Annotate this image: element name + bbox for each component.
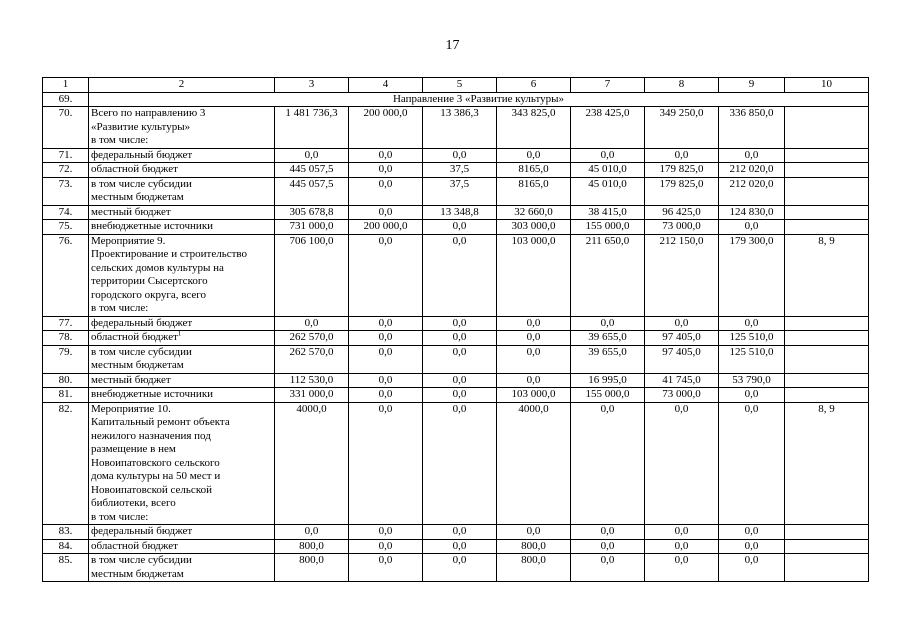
value-cell: 731 000,0 <box>275 220 349 235</box>
value-cell: 0,0 <box>423 539 497 554</box>
row-description <box>89 148 275 163</box>
description-line: в том числе: <box>91 302 149 314</box>
description-line: городского округа, всего <box>91 288 207 301</box>
description-line: областной бюджет <box>91 163 178 175</box>
value-cell: 331 000,0 <box>275 388 349 403</box>
value-cell: 125 510,0 <box>719 345 785 373</box>
row-description <box>89 539 275 554</box>
value-cell: 238 425,0 <box>571 107 645 149</box>
description-line: федеральный бюджет <box>91 316 193 329</box>
row-description <box>89 345 275 373</box>
row-description <box>89 331 275 346</box>
description-line: местный бюджет <box>91 373 171 386</box>
value-cell: 38 415,0 <box>571 205 645 220</box>
description-line: нежилого назначения под <box>91 429 211 442</box>
value-cell: 212 150,0 <box>645 234 719 316</box>
value-cell: 0,0 <box>645 525 719 540</box>
description-line: Капитальный ремонт объекта <box>91 416 230 428</box>
description-line: местный бюджет <box>91 205 171 218</box>
value-cell: 343 825,0 <box>497 107 571 149</box>
value-cell: 800,0 <box>497 554 571 582</box>
table-row <box>43 316 869 331</box>
value-cell: 103 000,0 <box>497 234 571 316</box>
value-cell: 0,0 <box>349 331 423 346</box>
value-cell: 0,0 <box>571 539 645 554</box>
value-cell: 37,5 <box>423 163 497 178</box>
description-line: областной бюджет <box>91 539 178 552</box>
value-cell: 112 530,0 <box>275 373 349 388</box>
target-indicators <box>785 539 869 554</box>
value-cell: 0,0 <box>645 316 719 331</box>
description-line: библиотеки, всего <box>91 497 176 509</box>
value-cell: 800,0 <box>497 539 571 554</box>
target-indicators <box>785 107 869 149</box>
row-number: 70. <box>43 107 89 149</box>
value-cell: 0,0 <box>719 402 785 525</box>
description-line: размещение в нем <box>91 443 176 455</box>
row-number: 75. <box>43 220 89 235</box>
column-header-5: 5 <box>423 78 497 93</box>
table-row <box>43 373 869 388</box>
value-cell: 0,0 <box>571 525 645 540</box>
row-number: 85. <box>43 554 89 582</box>
table-row <box>43 205 869 220</box>
value-cell: 445 057,5 <box>275 163 349 178</box>
description-line: федеральный бюджет <box>91 148 193 161</box>
value-cell: 0,0 <box>423 345 497 373</box>
value-cell: 0,0 <box>349 345 423 373</box>
value-cell: 0,0 <box>349 554 423 582</box>
description-line: внебюджетные источники <box>91 388 214 400</box>
value-cell: 32 660,0 <box>497 205 571 220</box>
column-header-1: 1 <box>43 78 89 93</box>
value-cell: 0,0 <box>423 373 497 388</box>
table-row <box>43 539 869 554</box>
value-cell: 0,0 <box>423 234 497 316</box>
table-row <box>43 148 869 163</box>
table-row <box>43 163 869 178</box>
value-cell: 0,0 <box>645 148 719 163</box>
value-cell: 303 000,0 <box>497 220 571 235</box>
value-cell: 4000,0 <box>275 402 349 525</box>
value-cell: 0,0 <box>423 554 497 582</box>
description-line: местным бюджетам <box>91 567 184 580</box>
value-cell: 0,0 <box>497 525 571 540</box>
description-line: в том числе: <box>91 510 149 523</box>
column-header-2: 2 <box>89 78 275 93</box>
row-number: 83. <box>43 525 89 540</box>
table-row <box>43 331 869 346</box>
value-cell: 0,0 <box>349 148 423 163</box>
value-cell: 97 405,0 <box>645 345 719 373</box>
table-row <box>43 220 869 235</box>
value-cell: 305 678,8 <box>275 205 349 220</box>
column-header-7: 7 <box>571 78 645 93</box>
description-line: в том числе: <box>91 134 149 146</box>
row-description <box>89 220 275 235</box>
table-row <box>43 345 869 373</box>
value-cell: 800,0 <box>275 539 349 554</box>
row-number: 82. <box>43 402 89 525</box>
value-cell: 0,0 <box>497 148 571 163</box>
value-cell: 13 386,3 <box>423 107 497 149</box>
value-cell: 0,0 <box>497 345 571 373</box>
value-cell: 155 000,0 <box>571 388 645 403</box>
section-row <box>43 92 869 107</box>
table-row <box>43 107 869 149</box>
value-cell: 349 250,0 <box>645 107 719 149</box>
budget-table <box>42 77 869 582</box>
page-number: 17 <box>445 38 460 53</box>
value-cell: 262 570,0 <box>275 331 349 346</box>
value-cell: 0,0 <box>275 525 349 540</box>
table-row <box>43 177 869 205</box>
value-cell: 13 348,8 <box>423 205 497 220</box>
table-row <box>43 554 869 582</box>
value-cell: 0,0 <box>423 220 497 235</box>
value-cell: 179 825,0 <box>645 163 719 178</box>
description-line: внебюджетные источники <box>91 220 214 232</box>
value-cell: 8165,0 <box>497 163 571 178</box>
row-number: 74. <box>43 205 89 220</box>
description-line: в том числе субсидии <box>91 554 192 566</box>
value-cell: 39 655,0 <box>571 331 645 346</box>
value-cell: 445 057,5 <box>275 177 349 205</box>
row-description <box>89 373 275 388</box>
value-cell: 0,0 <box>423 388 497 403</box>
row-number: 77. <box>43 316 89 331</box>
value-cell: 179 825,0 <box>645 177 719 205</box>
value-cell: 0,0 <box>645 402 719 525</box>
row-description <box>89 205 275 220</box>
row-number: 84. <box>43 539 89 554</box>
row-number: 72. <box>43 163 89 178</box>
value-cell: 200 000,0 <box>349 107 423 149</box>
header-row <box>43 78 869 93</box>
value-cell: 1 481 736,3 <box>275 107 349 149</box>
description-line: областной бюджет <box>91 331 178 343</box>
value-cell: 0,0 <box>719 554 785 582</box>
value-cell: 0,0 <box>719 316 785 331</box>
row-description <box>89 388 275 403</box>
target-indicators <box>785 148 869 163</box>
value-cell: 0,0 <box>423 525 497 540</box>
target-indicators <box>785 388 869 403</box>
value-cell: 4000,0 <box>497 402 571 525</box>
table-row <box>43 525 869 540</box>
row-number: 79. <box>43 345 89 373</box>
value-cell: 0,0 <box>349 373 423 388</box>
row-description <box>89 107 275 149</box>
value-cell: 0,0 <box>349 388 423 403</box>
target-indicators <box>785 345 869 373</box>
description-line: Новоипатовского сельского <box>91 456 220 469</box>
target-indicators <box>785 220 869 235</box>
value-cell: 0,0 <box>571 148 645 163</box>
row-number: 71. <box>43 148 89 163</box>
row-description <box>89 554 275 582</box>
value-cell: 0,0 <box>571 554 645 582</box>
description-line: в том числе субсидии <box>91 177 192 190</box>
value-cell: 0,0 <box>349 177 423 205</box>
value-cell: 0,0 <box>497 331 571 346</box>
row-number: 73. <box>43 177 89 205</box>
value-cell: 39 655,0 <box>571 345 645 373</box>
value-cell: 0,0 <box>571 316 645 331</box>
description-line: федеральный бюджет <box>91 525 193 537</box>
value-cell: 0,0 <box>497 316 571 331</box>
value-cell: 211 650,0 <box>571 234 645 316</box>
description-line: территории Сысертского <box>91 275 208 287</box>
value-cell: 53 790,0 <box>719 373 785 388</box>
description-line: Проектирование и строительство <box>91 248 248 260</box>
row-description <box>89 163 275 178</box>
value-cell: 0,0 <box>349 205 423 220</box>
value-cell: 155 000,0 <box>571 220 645 235</box>
value-cell: 0,0 <box>275 316 349 331</box>
value-cell: 706 100,0 <box>275 234 349 316</box>
value-cell: 0,0 <box>423 316 497 331</box>
column-header-9: 9 <box>719 78 785 93</box>
value-cell: 96 425,0 <box>645 205 719 220</box>
row-description <box>89 177 275 205</box>
table-body <box>43 78 869 582</box>
column-header-8: 8 <box>645 78 719 93</box>
value-cell: 0,0 <box>349 402 423 525</box>
value-cell: 0,0 <box>423 331 497 346</box>
value-cell: 0,0 <box>645 539 719 554</box>
column-header-10: 10 <box>785 78 869 93</box>
value-cell: 0,0 <box>719 388 785 403</box>
table-row <box>43 388 869 403</box>
value-cell: 97 405,0 <box>645 331 719 346</box>
value-cell: 0,0 <box>571 402 645 525</box>
value-cell: 0,0 <box>349 234 423 316</box>
value-cell: 8165,0 <box>497 177 571 205</box>
value-cell: 73 000,0 <box>645 388 719 403</box>
section-title: Направление 3 «Развитие культуры» <box>89 92 869 107</box>
value-cell: 179 300,0 <box>719 234 785 316</box>
value-cell: 0,0 <box>497 373 571 388</box>
value-cell: 0,0 <box>349 163 423 178</box>
value-cell: 125 510,0 <box>719 331 785 346</box>
row-number: 81. <box>43 388 89 403</box>
row-description <box>89 316 275 331</box>
row-number: 78. <box>43 331 89 346</box>
description-line: «Развитие культуры» <box>91 120 191 133</box>
description-line: Мероприятие 10. <box>91 402 171 415</box>
column-header-3: 3 <box>275 78 349 93</box>
row-number: 76. <box>43 234 89 316</box>
value-cell: 262 570,0 <box>275 345 349 373</box>
target-indicators <box>785 163 869 178</box>
value-cell: 45 010,0 <box>571 177 645 205</box>
description-line: местным бюджетам <box>91 359 184 371</box>
value-cell: 124 830,0 <box>719 205 785 220</box>
footnote-marker: 1 <box>177 329 182 338</box>
value-cell: 45 010,0 <box>571 163 645 178</box>
value-cell: 73 000,0 <box>645 220 719 235</box>
description-line: Мероприятие 9. <box>91 234 166 247</box>
row-description <box>89 402 275 525</box>
value-cell: 41 745,0 <box>645 373 719 388</box>
row-description <box>89 525 275 540</box>
value-cell: 0,0 <box>349 539 423 554</box>
table-row <box>43 234 869 316</box>
value-cell: 0,0 <box>719 148 785 163</box>
value-cell: 0,0 <box>349 525 423 540</box>
column-header-6: 6 <box>497 78 571 93</box>
table-row <box>43 402 869 525</box>
target-indicators: 8, 9 <box>785 402 869 525</box>
description-line: сельских домов культуры на <box>91 261 224 274</box>
target-indicators <box>785 177 869 205</box>
value-cell: 0,0 <box>349 316 423 331</box>
description-line: дома культуры на 50 мест и <box>91 470 221 482</box>
value-cell: 0,0 <box>719 525 785 540</box>
description-line: местным бюджетам <box>91 191 184 203</box>
section-number: 69. <box>43 92 89 107</box>
value-cell: 0,0 <box>645 554 719 582</box>
target-indicators <box>785 331 869 346</box>
column-header-4: 4 <box>349 78 423 93</box>
target-indicators <box>785 373 869 388</box>
target-indicators <box>785 316 869 331</box>
value-cell: 16 995,0 <box>571 373 645 388</box>
target-indicators <box>785 525 869 540</box>
value-cell: 212 020,0 <box>719 177 785 205</box>
description-line: в том числе субсидии <box>91 345 192 358</box>
value-cell: 103 000,0 <box>497 388 571 403</box>
value-cell: 336 850,0 <box>719 107 785 149</box>
value-cell: 0,0 <box>719 220 785 235</box>
value-cell: 212 020,0 <box>719 163 785 178</box>
value-cell: 0,0 <box>719 539 785 554</box>
description-line: Всего по направлению 3 <box>91 107 206 119</box>
value-cell: 800,0 <box>275 554 349 582</box>
target-indicators <box>785 205 869 220</box>
value-cell: 0,0 <box>423 148 497 163</box>
row-description <box>89 234 275 316</box>
value-cell: 0,0 <box>275 148 349 163</box>
description-line: Новоипатовской сельской <box>91 483 212 496</box>
value-cell: 37,5 <box>423 177 497 205</box>
value-cell: 200 000,0 <box>349 220 423 235</box>
value-cell: 0,0 <box>423 402 497 525</box>
target-indicators: 8, 9 <box>785 234 869 316</box>
row-number: 80. <box>43 373 89 388</box>
target-indicators <box>785 554 869 582</box>
